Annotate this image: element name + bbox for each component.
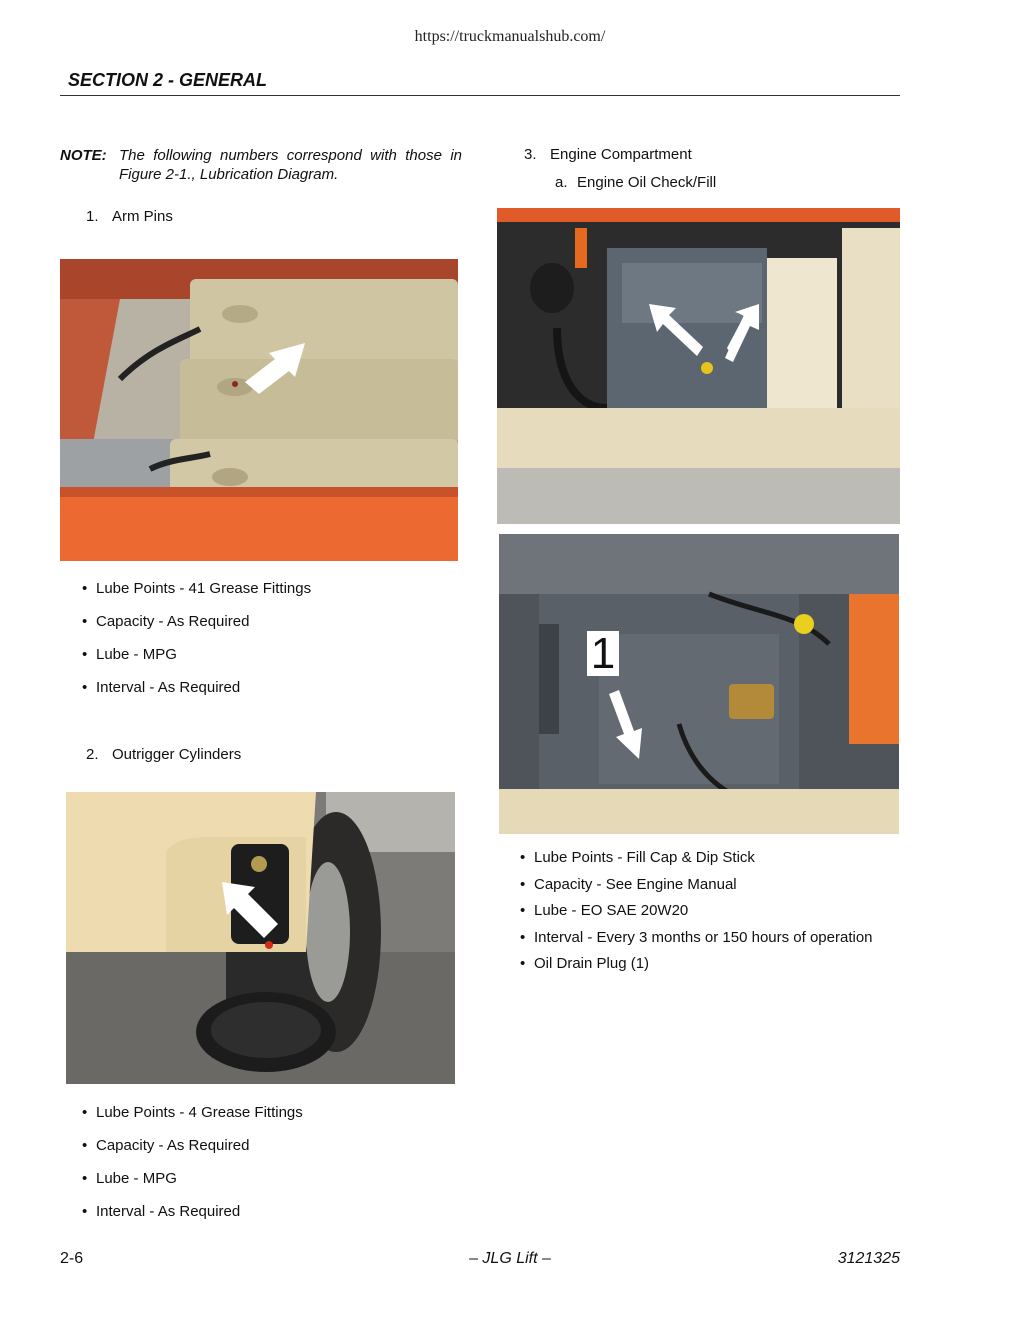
item-title: Outrigger Cylinders xyxy=(112,746,242,763)
bullet-item: • Interval - Every 3 months or 150 hours of operation xyxy=(520,925,873,952)
bullet-item: • Capacity - See Engine Manual xyxy=(520,872,873,899)
bullet-item: • Lube Points - 4 Grease Fittings xyxy=(82,1096,303,1129)
item-arm-pins-heading xyxy=(86,208,173,225)
bullet-item: • Capacity - As Required xyxy=(82,1129,303,1162)
subitem-letter: a. xyxy=(555,174,568,191)
bullet-item: • Lube Points - Fill Cap & Dip Stick xyxy=(520,845,873,872)
item-title: Engine Compartment xyxy=(550,146,692,163)
bullet-item: • Lube - MPG xyxy=(82,638,311,671)
section-title: SECTION 2 - GENERAL xyxy=(68,70,268,90)
arm-pins-bullets xyxy=(82,572,311,704)
bullet-item: • Lube - EO SAE 20W20 xyxy=(520,898,873,925)
note-label: NOTE: xyxy=(60,147,107,164)
header-rule xyxy=(60,95,900,96)
document-number: 3121325 xyxy=(837,1250,900,1267)
bullet-item: • Capacity - As Required xyxy=(82,605,311,638)
item-number: 2. xyxy=(86,746,99,763)
note-text: The following numbers correspond with those in Figure 2-1., Lubrication Diagram. xyxy=(119,147,462,183)
footer-title: – JLG Lift – xyxy=(469,1250,551,1267)
engine-oil-bullets xyxy=(520,845,873,978)
callout-number-1: 1 xyxy=(590,629,616,678)
page-number: 2-6 xyxy=(60,1250,84,1267)
item-outrigger-heading xyxy=(86,746,241,763)
engine-closeup-photo xyxy=(499,534,899,834)
bullet-item: • Interval - As Required xyxy=(82,671,311,704)
item-title: Arm Pins xyxy=(112,208,173,225)
item-number: 1. xyxy=(86,208,99,225)
bullet-item: • Lube - MPG xyxy=(82,1162,303,1195)
bullet-item: • Lube Points - 41 Grease Fittings xyxy=(82,572,311,605)
bullet-item: • Oil Drain Plug (1) xyxy=(520,951,873,978)
outrigger-photo xyxy=(66,792,455,1084)
item-engine-heading xyxy=(524,146,692,163)
item-number: 3. xyxy=(524,146,537,163)
bullet-item: • Interval - As Required xyxy=(82,1195,303,1228)
engine-compartment-photo xyxy=(497,208,900,524)
arm-pins-photo xyxy=(60,259,458,561)
note-block xyxy=(60,146,462,184)
subitem-title: Engine Oil Check/Fill xyxy=(577,174,717,191)
source-url: https://truckmanualshub.com/ xyxy=(414,28,606,45)
outrigger-bullets xyxy=(82,1096,303,1228)
subitem-oil-check-heading xyxy=(555,174,716,191)
